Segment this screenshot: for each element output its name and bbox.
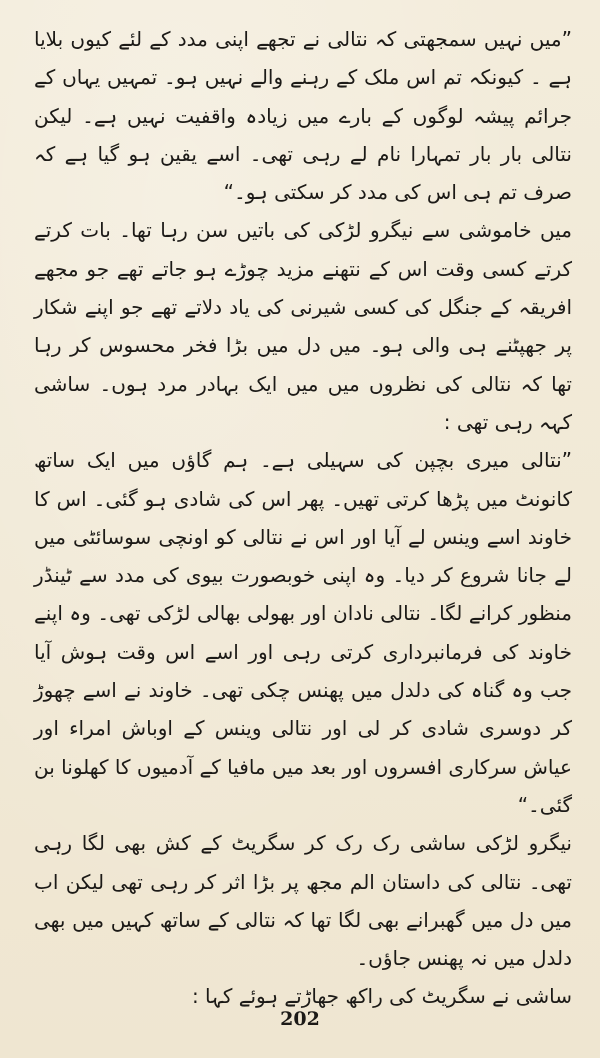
paragraph-sashi-quote-2: ”نتالی میری بچپن کی سہیلی ہے۔ ہم گاؤں میں ایک ساتھ کانونٹ میں پڑھا کرتی تھیں۔ پھر اس کی شادی ہو گئی۔ اس کا خاوند اسے وینس لے آیا اور اس نے نتالی کو اونچی سوسائٹی میں لے جانا شروع کر دیا۔ وہ اپنی خوبصورت بیوی کی مدد سے ٹینڈر منظور کرانے لگا۔ نتالی نادان اور بھولی بھالی لڑکی تھی۔ وہ اپنے خاوند کی فرمانبرداری کرتی رہی اور اسے اس وقت ہوش آیا جب وہ گناہ کی دلدل میں پھنس چکی تھی۔ خاوند نے اسے چھوڑ کر دوسری شادی کر لی اور نتالی وینس کے اوباش امراء اور عیاش سرکاری افسروں اور بعد میں مافیا کے آدمیوں کا کھلونا بن گئی۔“ — [34, 448, 572, 817]
urdu-text-body — [34, 20, 572, 1016]
page-number: 202 — [280, 1008, 320, 1030]
paragraph-narration-1: میں خاموشی سے نیگرو لڑکی کی باتیں سن رہا تھا۔ بات کرتے کرتے کسی وقت اس کے نتھنے مزید چوڑے ہو جاتے تھے جو مجھے افریقہ کے جنگل کی کسی شیرنی کی یاد دلاتے تھے جو اپنے شکار پر جھپٹنے ہی والی ہو۔ میں دل میں بڑا فخر محسوس کر رہا تھا کہ نتالی کی نظروں میں میں ایک بہادر مرد ہوں۔ ساشی کہہ رہی تھی : — [34, 218, 572, 434]
paragraph-sashi-quote-1: ”میں نہیں سمجھتی کہ نتالی نے تجھے اپنی مدد کے لئے کیوں بلایا ہے ۔ کیونکہ تم اس ملک کے رہنے والے نہیں ہو۔ تمہیں یہاں کے جرائم پیشہ لوگوں کے بارے میں زیادہ واقفیت نہیں ہے۔ لیکن نتالی بار بار تمہارا نام لے رہی تھی۔ اسے یقین ہو گیا ہے کہ صرف تم ہی اس کی مدد کر سکتی ہو۔“ — [34, 27, 572, 205]
paragraph-narration-2: نیگرو لڑکی ساشی رک رک کر سگریٹ کے کش بھی لگا رہی تھی۔ نتالی کی داستان الم مجھ پر بڑا اثر کر رہی تھی لیکن اب میں دل میں گھبرانے بھی لگا تھا کہ نتالی کے ساتھ کہیں میں بھی دلدل میں نہ پھنس جاؤں۔ — [34, 831, 572, 971]
paragraph-narration-3: ساشی نے سگریٹ کی راکھ جھاڑتے ہوئے کہا : — [191, 984, 572, 1009]
